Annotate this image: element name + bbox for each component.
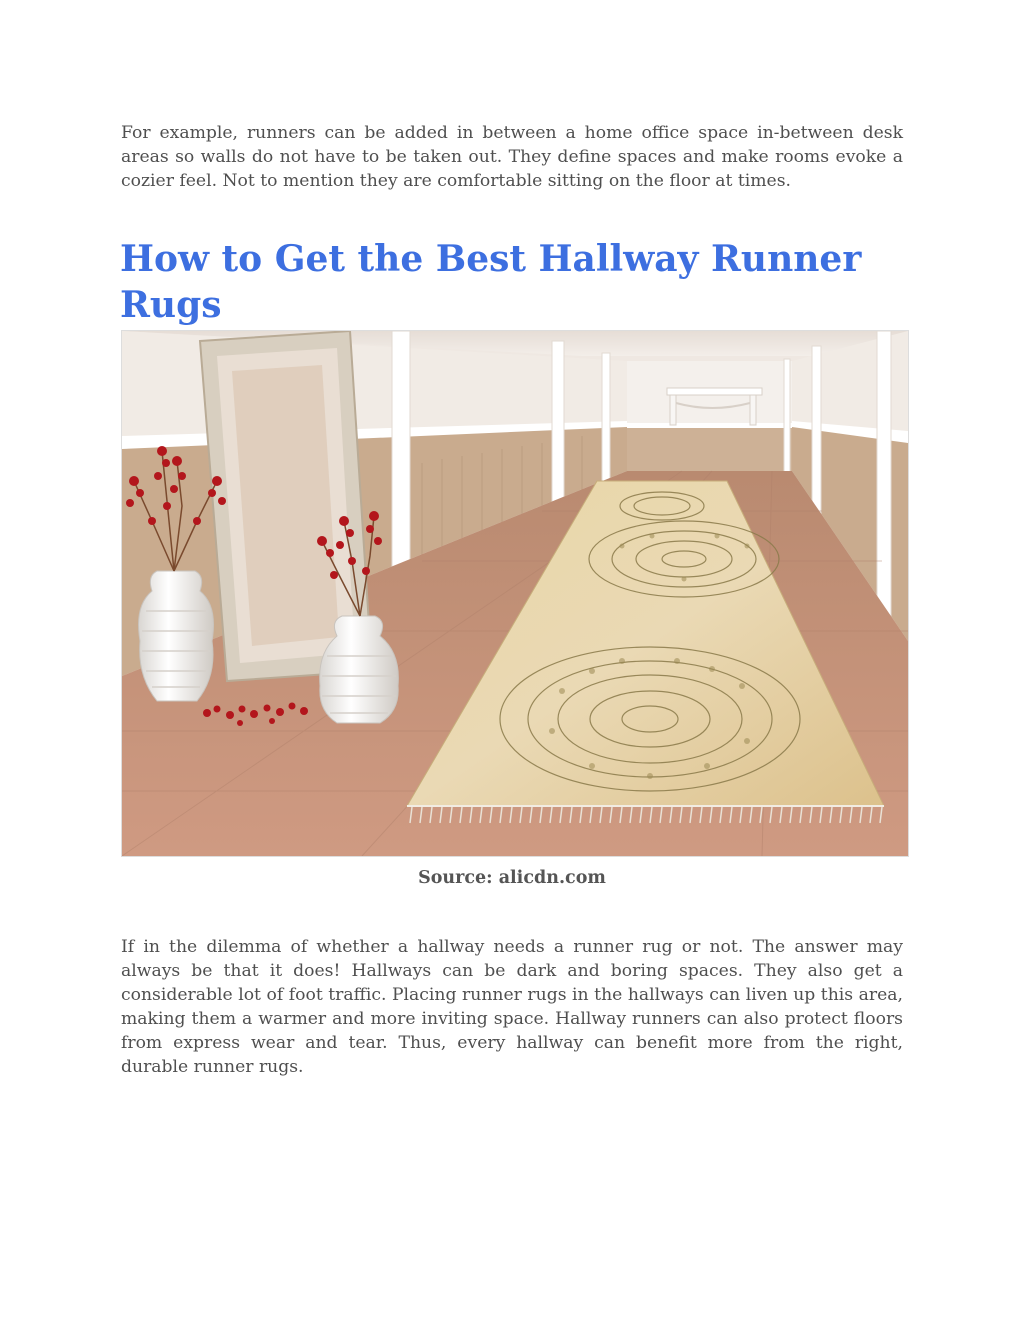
body-paragraph: If in the dilemma of whether a hallway needs a runner rug or not. The answer may always be that it does! Hallways can be dark and boring spaces. They also get a considerable lot of foot traffic. Placing runner rugs in the hallways can liven up this area, making them a warmer and more inviting space. Hallway runners can also protect floors from express wear and tear. Thus, every hallway can benefit more from the right, durable runner rugs. bbox=[121, 937, 903, 1077]
intro-paragraph: For example, runners can be added in between a home office space in-between desk areas so walls do not have to be taken out. They define spaces and make rooms evoke a cozier feel. Not to mention they are comfortable sitting on the floor at times. bbox=[121, 123, 903, 191]
hallway-rug-photo bbox=[121, 330, 909, 857]
section-heading: How to Get the Best Hallway Runner Rugs bbox=[120, 238, 862, 326]
hallway-illustration bbox=[122, 331, 908, 856]
figure-caption: Source: alicdn.com bbox=[418, 868, 606, 888]
